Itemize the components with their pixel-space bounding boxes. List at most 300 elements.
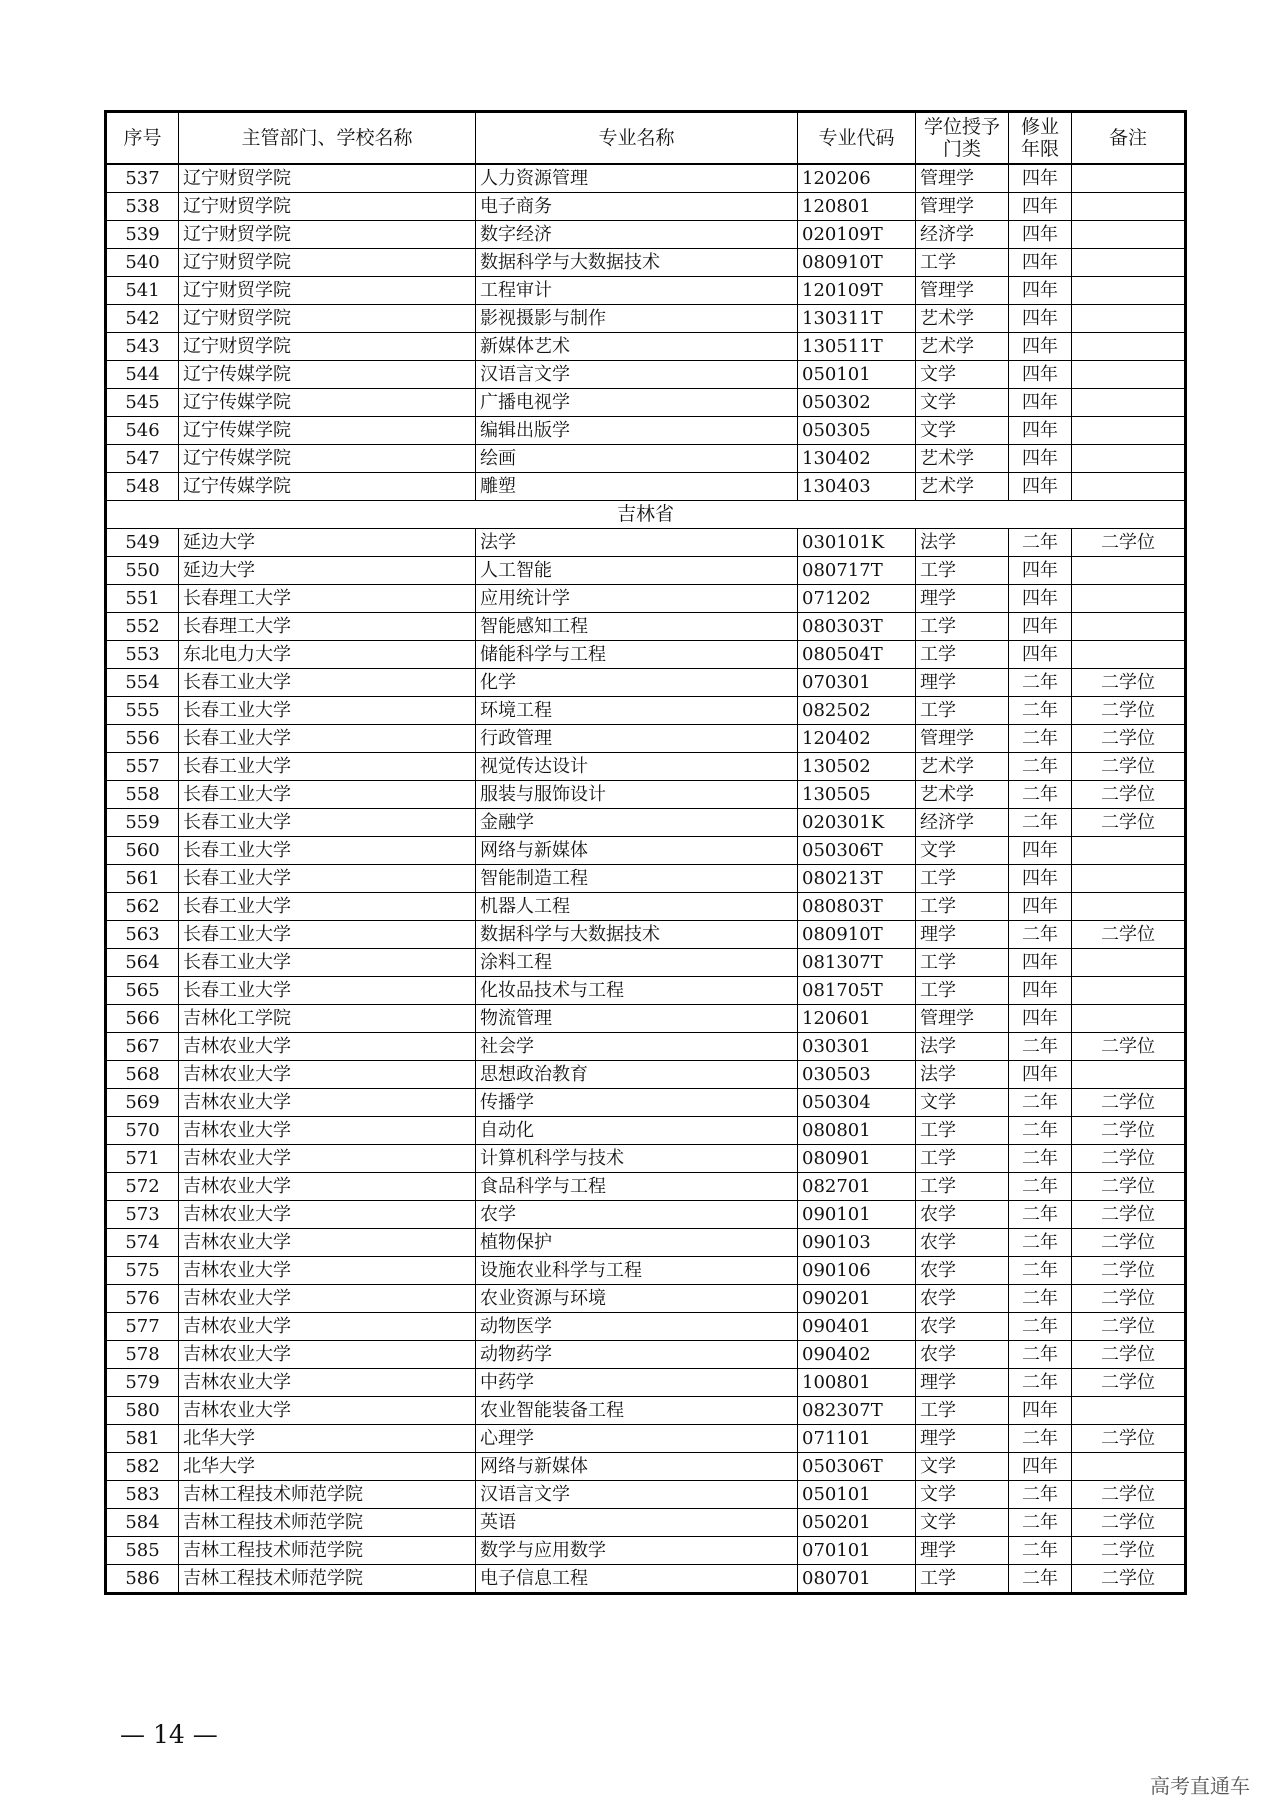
- header-duration: 修业年限: [1009, 112, 1072, 165]
- cell-school: 吉林农业大学: [179, 1201, 476, 1229]
- cell-code: 130502: [798, 753, 916, 781]
- cell-seq: 556: [106, 725, 179, 753]
- cell-note: 二学位: [1072, 1201, 1186, 1229]
- cell-note: 二学位: [1072, 1509, 1186, 1537]
- cell-school: 辽宁财贸学院: [179, 221, 476, 249]
- header-code: 专业代码: [798, 112, 916, 165]
- cell-note: 二学位: [1072, 1369, 1186, 1397]
- cell-code: 080803T: [798, 893, 916, 921]
- cell-note: 二学位: [1072, 1313, 1186, 1341]
- table-row: [106, 249, 1186, 277]
- cell-duration: 四年: [1009, 865, 1072, 893]
- cell-school: 辽宁财贸学院: [179, 277, 476, 305]
- cell-code: 030101K: [798, 529, 916, 557]
- cell-code: 050306T: [798, 837, 916, 865]
- cell-degree: 管理学: [916, 193, 1009, 221]
- cell-school: 长春工业大学: [179, 837, 476, 865]
- cell-major: 中药学: [476, 1369, 798, 1397]
- cell-school: 北华大学: [179, 1425, 476, 1453]
- cell-note: [1072, 277, 1186, 305]
- cell-degree: 法学: [916, 529, 1009, 557]
- cell-note: [1072, 361, 1186, 389]
- table-row: [106, 529, 1186, 557]
- cell-major: 环境工程: [476, 697, 798, 725]
- cell-degree: 理学: [916, 1425, 1009, 1453]
- cell-school: 长春理工大学: [179, 585, 476, 613]
- cell-duration: 四年: [1009, 949, 1072, 977]
- cell-major: 涂料工程: [476, 949, 798, 977]
- cell-degree: 工学: [916, 613, 1009, 641]
- cell-duration: 二年: [1009, 1201, 1072, 1229]
- cell-note: 二学位: [1072, 1117, 1186, 1145]
- cell-degree: 文学: [916, 1481, 1009, 1509]
- header-major: 专业名称: [476, 112, 798, 165]
- cell-code: 082502: [798, 697, 916, 725]
- cell-major: 自动化: [476, 1117, 798, 1145]
- cell-duration: 四年: [1009, 361, 1072, 389]
- cell-major: 储能科学与工程: [476, 641, 798, 669]
- cell-code: 081307T: [798, 949, 916, 977]
- cell-code: 050101: [798, 1481, 916, 1509]
- cell-code: 120601: [798, 1005, 916, 1033]
- cell-major: 农学: [476, 1201, 798, 1229]
- cell-code: 071202: [798, 585, 916, 613]
- cell-school: 长春工业大学: [179, 669, 476, 697]
- cell-major: 雕塑: [476, 473, 798, 501]
- cell-degree: 理学: [916, 921, 1009, 949]
- cell-duration: 二年: [1009, 1537, 1072, 1565]
- cell-school: 吉林农业大学: [179, 1341, 476, 1369]
- cell-degree: 工学: [916, 1145, 1009, 1173]
- cell-note: 二学位: [1072, 1229, 1186, 1257]
- cell-seq: 552: [106, 613, 179, 641]
- cell-major: 机器人工程: [476, 893, 798, 921]
- cell-duration: 二年: [1009, 1565, 1072, 1594]
- cell-degree: 艺术学: [916, 781, 1009, 809]
- cell-note: [1072, 221, 1186, 249]
- table-body: [106, 164, 1186, 1594]
- cell-code: 080717T: [798, 557, 916, 585]
- cell-major: 行政管理: [476, 725, 798, 753]
- cell-seq: 572: [106, 1173, 179, 1201]
- cell-note: [1072, 249, 1186, 277]
- table-row: [106, 193, 1186, 221]
- cell-duration: 四年: [1009, 417, 1072, 445]
- cell-seq: 584: [106, 1509, 179, 1537]
- cell-note: [1072, 613, 1186, 641]
- cell-degree: 工学: [916, 697, 1009, 725]
- cell-seq: 548: [106, 473, 179, 501]
- table-row: [106, 445, 1186, 473]
- cell-code: 130403: [798, 473, 916, 501]
- cell-code: 030301: [798, 1033, 916, 1061]
- cell-duration: 四年: [1009, 221, 1072, 249]
- cell-degree: 工学: [916, 249, 1009, 277]
- cell-code: 090103: [798, 1229, 916, 1257]
- cell-seq: 566: [106, 1005, 179, 1033]
- table-row: [106, 1145, 1186, 1173]
- cell-major: 人工智能: [476, 557, 798, 585]
- cell-seq: 554: [106, 669, 179, 697]
- cell-degree: 艺术学: [916, 753, 1009, 781]
- table-row: [106, 1033, 1186, 1061]
- cell-note: 二学位: [1072, 1481, 1186, 1509]
- cell-school: 辽宁传媒学院: [179, 473, 476, 501]
- cell-note: 二学位: [1072, 781, 1186, 809]
- cell-note: 二学位: [1072, 809, 1186, 837]
- cell-seq: 547: [106, 445, 179, 473]
- cell-seq: 574: [106, 1229, 179, 1257]
- cell-note: [1072, 164, 1186, 193]
- cell-major: 数据科学与大数据技术: [476, 249, 798, 277]
- cell-degree: 理学: [916, 669, 1009, 697]
- cell-major: 应用统计学: [476, 585, 798, 613]
- cell-note: [1072, 1453, 1186, 1481]
- cell-note: [1072, 417, 1186, 445]
- table-row: [106, 1313, 1186, 1341]
- cell-school: 延边大学: [179, 557, 476, 585]
- cell-duration: 二年: [1009, 921, 1072, 949]
- cell-degree: 工学: [916, 557, 1009, 585]
- cell-major: 广播电视学: [476, 389, 798, 417]
- cell-seq: 555: [106, 697, 179, 725]
- page-number: — 14 —: [120, 1720, 218, 1749]
- cell-degree: 农学: [916, 1313, 1009, 1341]
- table-row: [106, 865, 1186, 893]
- cell-note: [1072, 977, 1186, 1005]
- cell-degree: 艺术学: [916, 333, 1009, 361]
- header-seq: 序号: [106, 112, 179, 165]
- cell-code: 071101: [798, 1425, 916, 1453]
- table-row: [106, 613, 1186, 641]
- cell-degree: 艺术学: [916, 305, 1009, 333]
- cell-duration: 二年: [1009, 1425, 1072, 1453]
- cell-note: [1072, 1397, 1186, 1425]
- cell-seq: 576: [106, 1285, 179, 1313]
- cell-note: [1072, 193, 1186, 221]
- table-row: [106, 417, 1186, 445]
- cell-major: 数学与应用数学: [476, 1537, 798, 1565]
- cell-school: 吉林农业大学: [179, 1313, 476, 1341]
- cell-note: [1072, 641, 1186, 669]
- cell-duration: 二年: [1009, 753, 1072, 781]
- cell-code: 020301K: [798, 809, 916, 837]
- table-row: [106, 1397, 1186, 1425]
- cell-school: 吉林农业大学: [179, 1061, 476, 1089]
- cell-major: 网络与新媒体: [476, 1453, 798, 1481]
- cell-seq: 557: [106, 753, 179, 781]
- cell-school: 东北电力大学: [179, 641, 476, 669]
- table-row: [106, 1481, 1186, 1509]
- cell-school: 辽宁传媒学院: [179, 445, 476, 473]
- table-row: [106, 753, 1186, 781]
- cell-seq: 561: [106, 865, 179, 893]
- cell-duration: 二年: [1009, 1509, 1072, 1537]
- cell-degree: 工学: [916, 977, 1009, 1005]
- table-row: [106, 977, 1186, 1005]
- cell-code: 082307T: [798, 1397, 916, 1425]
- cell-seq: 551: [106, 585, 179, 613]
- cell-duration: 四年: [1009, 977, 1072, 1005]
- cell-note: [1072, 557, 1186, 585]
- cell-major: 传播学: [476, 1089, 798, 1117]
- cell-seq: 586: [106, 1565, 179, 1594]
- cell-seq: 539: [106, 221, 179, 249]
- cell-school: 辽宁财贸学院: [179, 193, 476, 221]
- table-row: [106, 277, 1186, 305]
- table-row: [106, 669, 1186, 697]
- cell-code: 090106: [798, 1257, 916, 1285]
- cell-seq: 541: [106, 277, 179, 305]
- cell-seq: 568: [106, 1061, 179, 1089]
- cell-code: 082701: [798, 1173, 916, 1201]
- cell-duration: 四年: [1009, 473, 1072, 501]
- cell-duration: 四年: [1009, 557, 1072, 585]
- cell-degree: 管理学: [916, 277, 1009, 305]
- cell-duration: 二年: [1009, 1173, 1072, 1201]
- cell-seq: 569: [106, 1089, 179, 1117]
- table-row: [106, 1173, 1186, 1201]
- cell-note: 二学位: [1072, 725, 1186, 753]
- cell-note: [1072, 837, 1186, 865]
- cell-note: 二学位: [1072, 1341, 1186, 1369]
- table-row: [106, 1201, 1186, 1229]
- cell-major: 汉语言文学: [476, 361, 798, 389]
- cell-degree: 工学: [916, 865, 1009, 893]
- cell-major: 智能感知工程: [476, 613, 798, 641]
- cell-degree: 经济学: [916, 221, 1009, 249]
- cell-seq: 546: [106, 417, 179, 445]
- cell-major: 法学: [476, 529, 798, 557]
- cell-code: 090401: [798, 1313, 916, 1341]
- cell-code: 080504T: [798, 641, 916, 669]
- cell-duration: 四年: [1009, 641, 1072, 669]
- cell-seq: 578: [106, 1341, 179, 1369]
- table-row: [106, 1453, 1186, 1481]
- header-degree: 学位授予门类: [916, 112, 1009, 165]
- cell-duration: 二年: [1009, 809, 1072, 837]
- cell-seq: 545: [106, 389, 179, 417]
- cell-degree: 文学: [916, 417, 1009, 445]
- cell-school: 吉林工程技术师范学院: [179, 1481, 476, 1509]
- cell-seq: 559: [106, 809, 179, 837]
- cell-code: 081705T: [798, 977, 916, 1005]
- cell-school: 辽宁财贸学院: [179, 305, 476, 333]
- cell-seq: 570: [106, 1117, 179, 1145]
- table-row: [106, 585, 1186, 613]
- cell-note: 二学位: [1072, 1145, 1186, 1173]
- cell-degree: 管理学: [916, 725, 1009, 753]
- cell-degree: 理学: [916, 585, 1009, 613]
- cell-school: 吉林化工学院: [179, 1005, 476, 1033]
- cell-school: 辽宁财贸学院: [179, 333, 476, 361]
- cell-major: 编辑出版学: [476, 417, 798, 445]
- cell-degree: 文学: [916, 389, 1009, 417]
- cell-code: 080910T: [798, 921, 916, 949]
- table-row: [106, 1061, 1186, 1089]
- cell-code: 100801: [798, 1369, 916, 1397]
- cell-degree: 工学: [916, 949, 1009, 977]
- table-row: [106, 1089, 1186, 1117]
- table-row: [106, 473, 1186, 501]
- cell-code: 120402: [798, 725, 916, 753]
- cell-major: 智能制造工程: [476, 865, 798, 893]
- table-row: [106, 1229, 1186, 1257]
- cell-major: 植物保护: [476, 1229, 798, 1257]
- province-name: 吉林省: [106, 501, 1186, 529]
- cell-school: 吉林农业大学: [179, 1145, 476, 1173]
- cell-major: 英语: [476, 1509, 798, 1537]
- cell-degree: 文学: [916, 837, 1009, 865]
- table-row: [106, 949, 1186, 977]
- table-row: [106, 809, 1186, 837]
- cell-note: 二学位: [1072, 669, 1186, 697]
- cell-note: 二学位: [1072, 1257, 1186, 1285]
- cell-degree: 文学: [916, 1089, 1009, 1117]
- cell-school: 吉林农业大学: [179, 1229, 476, 1257]
- cell-school: 吉林农业大学: [179, 1369, 476, 1397]
- cell-school: 吉林农业大学: [179, 1397, 476, 1425]
- cell-duration: 四年: [1009, 1061, 1072, 1089]
- cell-major: 电子信息工程: [476, 1565, 798, 1594]
- cell-duration: 二年: [1009, 1369, 1072, 1397]
- cell-major: 人力资源管理: [476, 164, 798, 193]
- table-row: [106, 781, 1186, 809]
- cell-degree: 文学: [916, 1453, 1009, 1481]
- table-row: [106, 305, 1186, 333]
- table-row: [106, 361, 1186, 389]
- cell-school: 长春工业大学: [179, 697, 476, 725]
- table-row: [106, 557, 1186, 585]
- cell-note: 二学位: [1072, 1425, 1186, 1453]
- cell-code: 050302: [798, 389, 916, 417]
- cell-major: 数据科学与大数据技术: [476, 921, 798, 949]
- cell-note: 二学位: [1072, 1565, 1186, 1594]
- cell-code: 050306T: [798, 1453, 916, 1481]
- cell-note: [1072, 949, 1186, 977]
- cell-code: 120801: [798, 193, 916, 221]
- cell-code: 050305: [798, 417, 916, 445]
- cell-note: [1072, 893, 1186, 921]
- cell-seq: 560: [106, 837, 179, 865]
- cell-duration: 二年: [1009, 669, 1072, 697]
- cell-degree: 工学: [916, 893, 1009, 921]
- cell-major: 影视摄影与制作: [476, 305, 798, 333]
- cell-note: 二学位: [1072, 1285, 1186, 1313]
- cell-duration: 四年: [1009, 193, 1072, 221]
- cell-duration: 四年: [1009, 389, 1072, 417]
- cell-code: 080901: [798, 1145, 916, 1173]
- cell-duration: 二年: [1009, 1033, 1072, 1061]
- cell-seq: 577: [106, 1313, 179, 1341]
- table-row: [106, 1341, 1186, 1369]
- cell-note: [1072, 1061, 1186, 1089]
- cell-note: [1072, 333, 1186, 361]
- cell-degree: 工学: [916, 1117, 1009, 1145]
- cell-seq: 567: [106, 1033, 179, 1061]
- table-row: [106, 1369, 1186, 1397]
- cell-school: 辽宁财贸学院: [179, 249, 476, 277]
- cell-degree: 艺术学: [916, 445, 1009, 473]
- cell-code: 080303T: [798, 613, 916, 641]
- cell-school: 长春工业大学: [179, 893, 476, 921]
- cell-degree: 经济学: [916, 809, 1009, 837]
- cell-major: 工程审计: [476, 277, 798, 305]
- cell-school: 长春工业大学: [179, 725, 476, 753]
- cell-code: 090402: [798, 1341, 916, 1369]
- cell-major: 社会学: [476, 1033, 798, 1061]
- cell-major: 物流管理: [476, 1005, 798, 1033]
- cell-code: 120109T: [798, 277, 916, 305]
- cell-major: 网络与新媒体: [476, 837, 798, 865]
- cell-degree: 农学: [916, 1341, 1009, 1369]
- cell-degree: 工学: [916, 1173, 1009, 1201]
- cell-note: 二学位: [1072, 697, 1186, 725]
- cell-seq: 585: [106, 1537, 179, 1565]
- cell-school: 北华大学: [179, 1453, 476, 1481]
- cell-major: 金融学: [476, 809, 798, 837]
- cell-school: 吉林工程技术师范学院: [179, 1565, 476, 1594]
- cell-code: 080801: [798, 1117, 916, 1145]
- cell-code: 070101: [798, 1537, 916, 1565]
- cell-school: 辽宁财贸学院: [179, 164, 476, 193]
- table-row: [106, 221, 1186, 249]
- cell-degree: 文学: [916, 1509, 1009, 1537]
- cell-duration: 四年: [1009, 305, 1072, 333]
- cell-duration: 四年: [1009, 893, 1072, 921]
- cell-duration: 二年: [1009, 1257, 1072, 1285]
- cell-seq: 583: [106, 1481, 179, 1509]
- cell-duration: 二年: [1009, 1341, 1072, 1369]
- cell-note: [1072, 445, 1186, 473]
- cell-major: 新媒体艺术: [476, 333, 798, 361]
- cell-major: 数字经济: [476, 221, 798, 249]
- cell-code: 130402: [798, 445, 916, 473]
- cell-duration: 四年: [1009, 164, 1072, 193]
- cell-degree: 农学: [916, 1257, 1009, 1285]
- cell-seq: 540: [106, 249, 179, 277]
- cell-degree: 农学: [916, 1229, 1009, 1257]
- cell-code: 090101: [798, 1201, 916, 1229]
- province-row: [106, 501, 1186, 529]
- cell-note: [1072, 1005, 1186, 1033]
- cell-code: 090201: [798, 1285, 916, 1313]
- cell-major: 动物药学: [476, 1341, 798, 1369]
- cell-duration: 四年: [1009, 1005, 1072, 1033]
- cell-major: 农业智能装备工程: [476, 1397, 798, 1425]
- cell-degree: 文学: [916, 361, 1009, 389]
- cell-seq: 543: [106, 333, 179, 361]
- cell-degree: 艺术学: [916, 473, 1009, 501]
- cell-seq: 537: [106, 164, 179, 193]
- cell-code: 080910T: [798, 249, 916, 277]
- cell-major: 思想政治教育: [476, 1061, 798, 1089]
- table-row: [106, 1425, 1186, 1453]
- cell-code: 080213T: [798, 865, 916, 893]
- cell-school: 辽宁传媒学院: [179, 361, 476, 389]
- table-header-row: [106, 112, 1186, 165]
- cell-code: 030503: [798, 1061, 916, 1089]
- cell-seq: 571: [106, 1145, 179, 1173]
- cell-seq: 564: [106, 949, 179, 977]
- cell-degree: 工学: [916, 1565, 1009, 1594]
- table-row: [106, 641, 1186, 669]
- cell-major: 食品科学与工程: [476, 1173, 798, 1201]
- cell-code: 120206: [798, 164, 916, 193]
- cell-degree: 管理学: [916, 164, 1009, 193]
- cell-note: [1072, 305, 1186, 333]
- cell-degree: 理学: [916, 1537, 1009, 1565]
